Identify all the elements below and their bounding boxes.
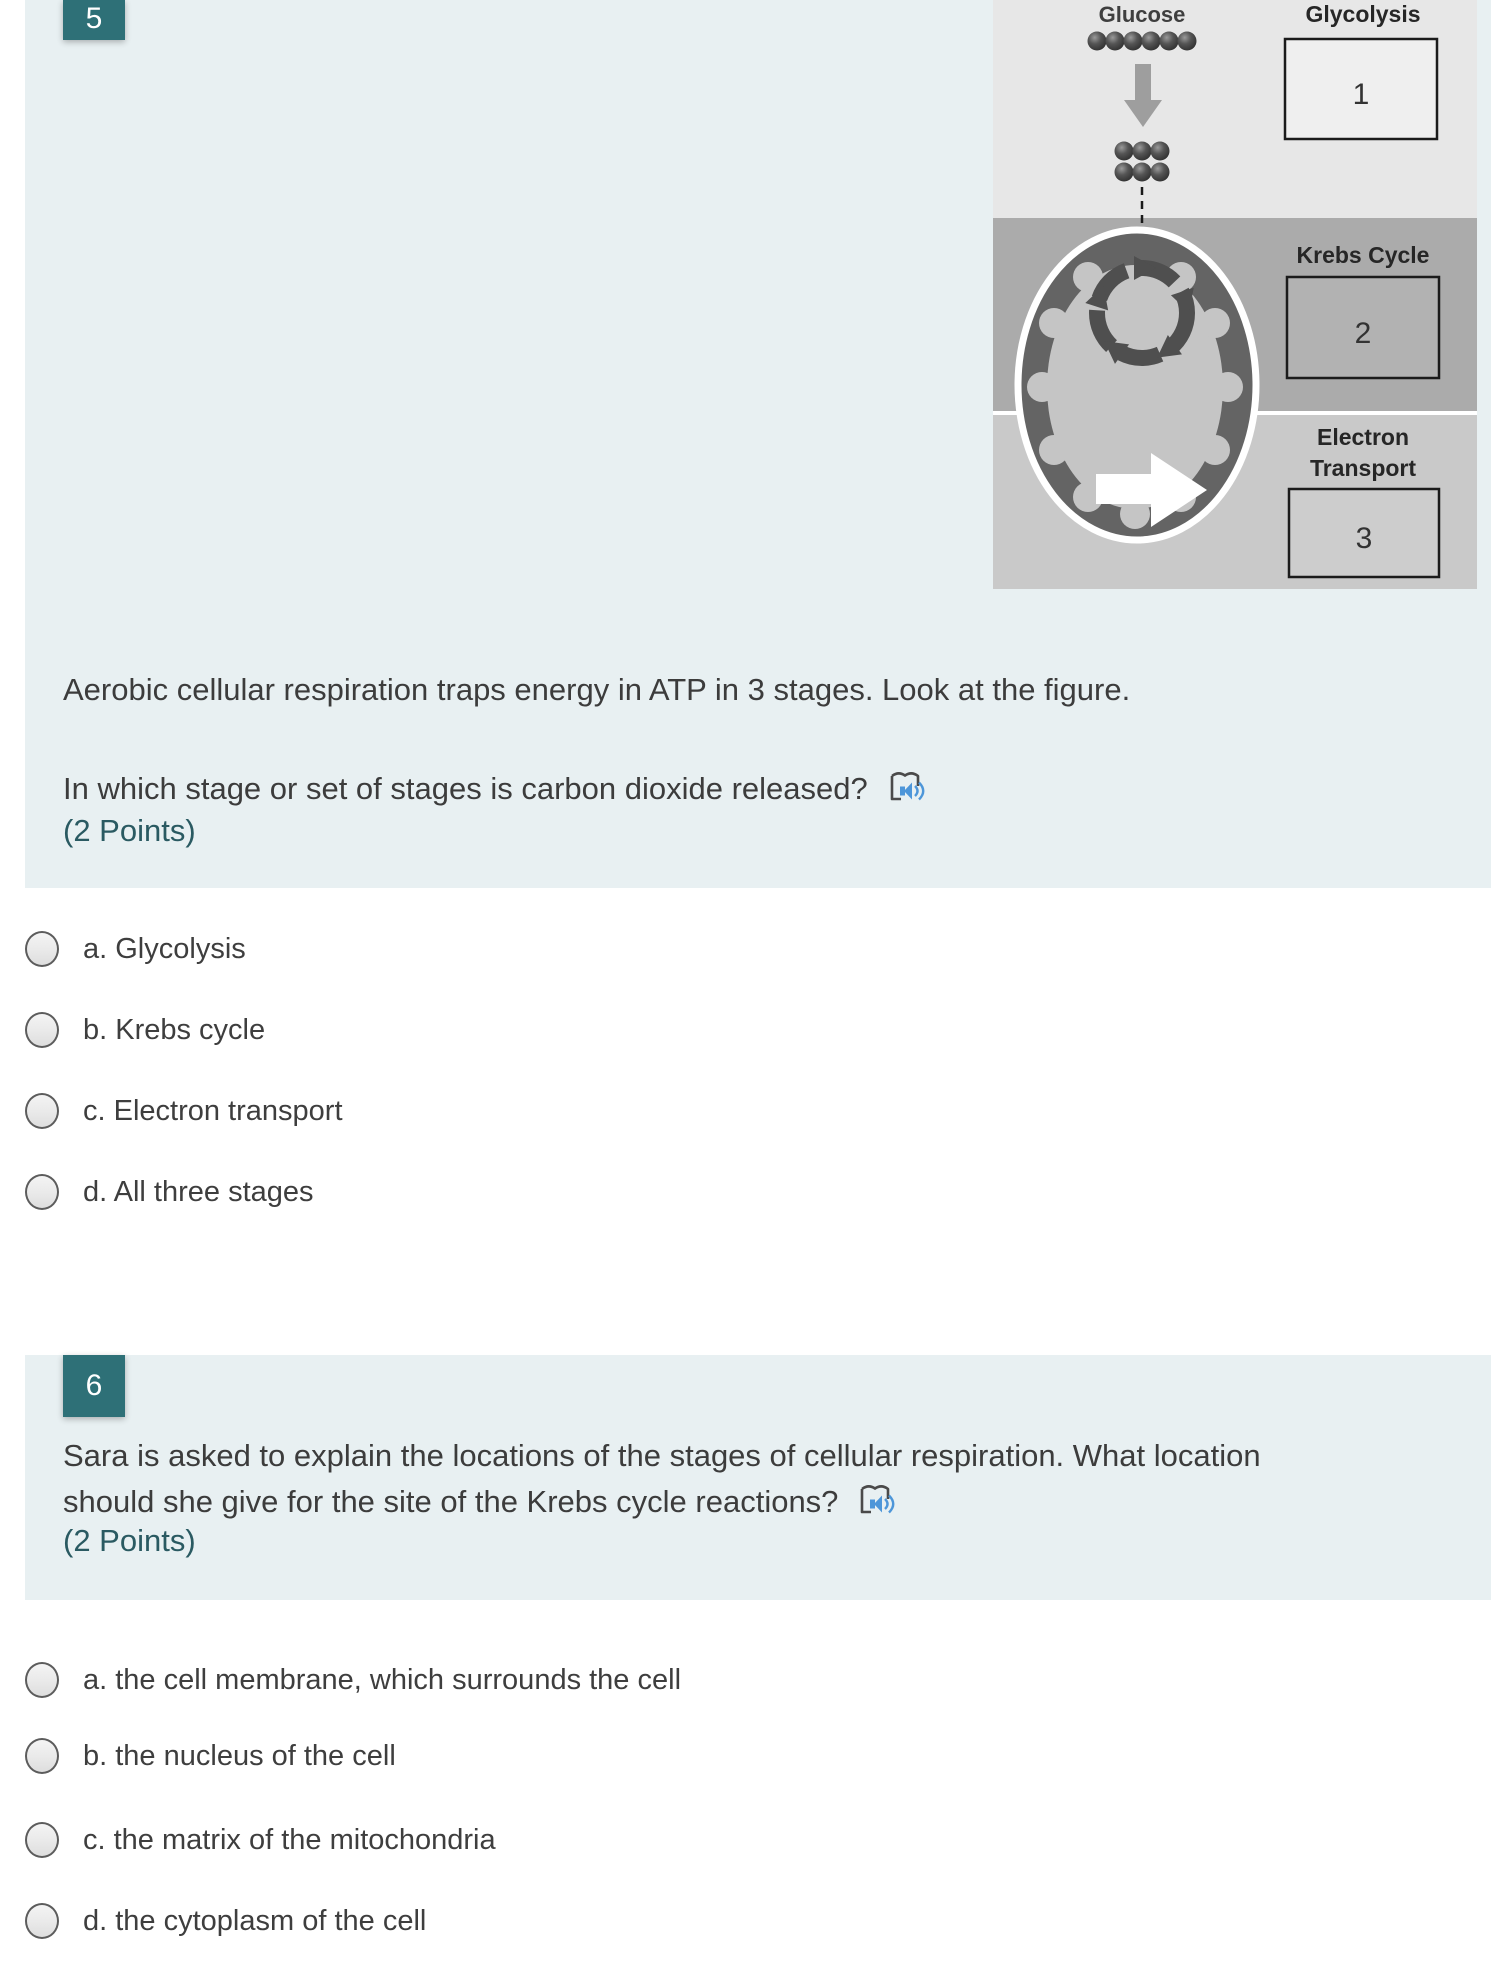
- stage-3-number: 3: [1355, 522, 1373, 555]
- question-6-text-line2: should she give for the site of the Krebs cycle reactions?: [63, 1479, 896, 1533]
- immersive-reader-icon[interactable]: [884, 767, 926, 820]
- immersive-reader-icon[interactable]: [854, 1480, 896, 1533]
- stage-1-number: 1: [1352, 78, 1370, 111]
- q6-option-d-radio[interactable]: [25, 1903, 59, 1939]
- krebs-stage-label: Krebs Cycle: [1296, 242, 1430, 268]
- question-6-card: [25, 1355, 1491, 1600]
- question-6-number-badge: [63, 1355, 125, 1417]
- electron-stage-label-line1: Electron: [1316, 424, 1410, 450]
- question-6-number: 6: [85, 1369, 103, 1402]
- q6-option-a-label: a. the cell membrane, which surrounds the cell: [83, 1663, 682, 1696]
- question-5-points: (2 Points): [63, 813, 196, 848]
- q6-option-b-radio[interactable]: [25, 1738, 59, 1774]
- question-5-number: 5: [85, 2, 103, 35]
- q6-option-c-radio[interactable]: [25, 1822, 59, 1858]
- question-5-text-line1: Aerobic cellular respiration traps energy in ATP in 3 stages. Look at the figure.: [63, 672, 1131, 707]
- q5-option-b-label: b. Krebs cycle: [83, 1013, 266, 1046]
- q5-option-d-label: d. All three stages: [83, 1175, 314, 1208]
- question-5-card: [25, 0, 1491, 888]
- q6-option-a-radio[interactable]: [25, 1662, 59, 1698]
- electron-stage-label-line2: Transport: [1309, 455, 1417, 481]
- q5-option-d[interactable]: [25, 1170, 314, 1214]
- mitochondrion-illustration: [1018, 230, 1256, 540]
- q6-option-d-label: d. the cytoplasm of the cell: [83, 1904, 427, 1937]
- q6-option-c[interactable]: [25, 1818, 496, 1862]
- q6-option-b-label: b. the nucleus of the cell: [83, 1739, 396, 1772]
- cellular-respiration-diagram: [993, 0, 1477, 589]
- question-5-text-line2: In which stage or set of stages is carbon dioxide released?: [63, 766, 926, 820]
- q5-option-c-label: c. Electron transport: [83, 1094, 343, 1127]
- question-figure: [993, 0, 1477, 589]
- glucose-label: Glucose: [1098, 2, 1186, 27]
- q5-option-b[interactable]: [25, 1008, 265, 1052]
- question-5-number-badge: [63, 0, 125, 40]
- question-6-text-line1: Sara is asked to explain the locations of the stages of cellular respiration. What location: [63, 1438, 1261, 1473]
- q5-option-d-radio[interactable]: [25, 1174, 59, 1210]
- q5-option-c-radio[interactable]: [25, 1093, 59, 1129]
- glycolysis-stage-label: Glycolysis: [1305, 1, 1421, 27]
- q6-option-c-label: c. the matrix of the mitochondria: [83, 1823, 496, 1856]
- q5-option-a-label: a. Glycolysis: [83, 932, 246, 965]
- q5-option-c[interactable]: [25, 1089, 343, 1133]
- q5-option-a-radio[interactable]: [25, 931, 59, 967]
- q6-option-d[interactable]: [25, 1899, 426, 1943]
- question-6-points: (2 Points): [63, 1523, 196, 1558]
- q5-option-a[interactable]: [25, 927, 246, 971]
- stage-2-number: 2: [1354, 317, 1372, 350]
- q6-option-b[interactable]: [25, 1734, 396, 1778]
- q6-option-a[interactable]: [25, 1658, 681, 1702]
- q5-option-b-radio[interactable]: [25, 1012, 59, 1048]
